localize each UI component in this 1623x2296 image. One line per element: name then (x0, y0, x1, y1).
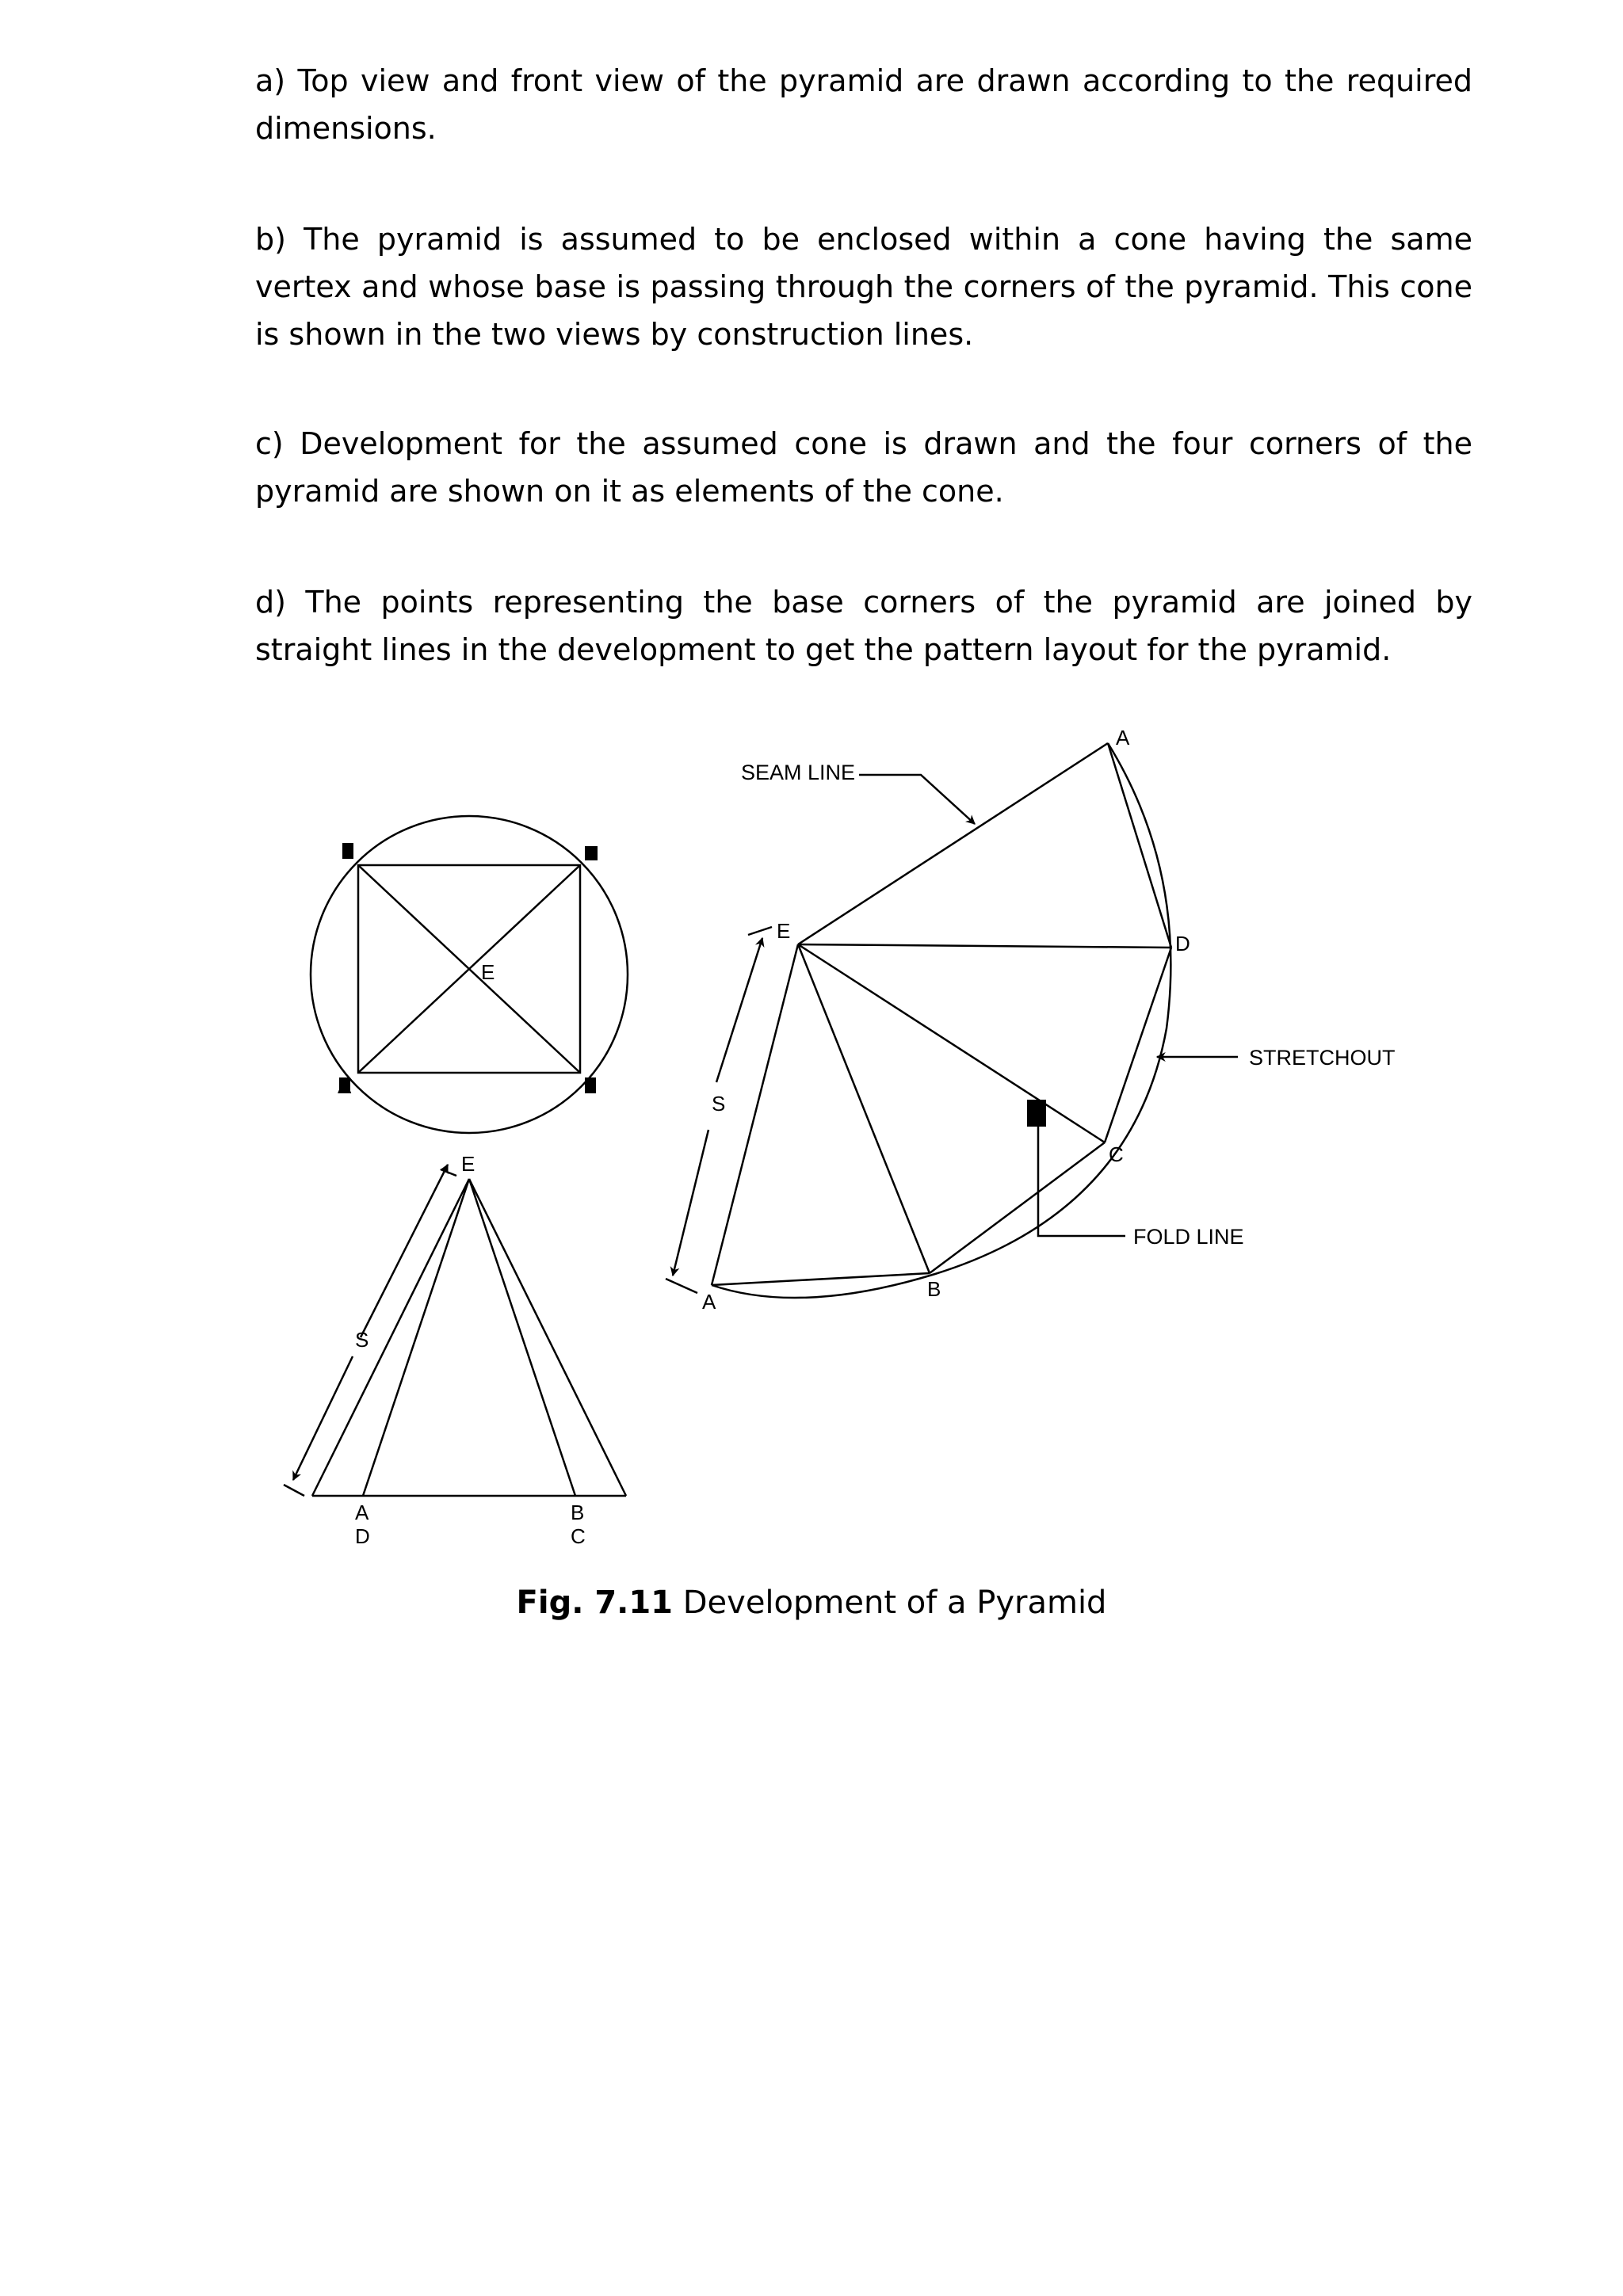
development-label-a-bottom: A (702, 1290, 716, 1314)
front-view-label-a: A (355, 1501, 369, 1524)
development-line-eb (798, 944, 930, 1273)
development-tick-bottom (666, 1279, 697, 1293)
development-label-s: S (712, 1092, 726, 1116)
seam-line-label: SEAM LINE (741, 761, 856, 784)
top-view-corner-marker-tl (342, 843, 353, 859)
development-line-ed (798, 944, 1171, 948)
development-view (666, 743, 1238, 1298)
top-view (311, 816, 628, 1133)
top-view-label-e: E (481, 960, 495, 984)
fold-line-leader (1038, 1125, 1125, 1236)
paragraph-d: d) The points representing the base corners of the pyramid are joined by straight lines in the development to get the pattern layout for the pyramid. (255, 585, 1472, 667)
top-view-label-b: B (583, 1074, 598, 1098)
front-view-label-b: B (571, 1501, 585, 1524)
development-slant-dimension-lower (673, 1130, 708, 1276)
development-chord-dc (1105, 948, 1171, 1142)
top-view-corner-marker-tr (585, 846, 598, 860)
front-view-label-c: C (571, 1524, 586, 1548)
figure-caption (0, 1581, 1623, 1625)
front-view (284, 1165, 626, 1496)
seam-line-leader (859, 775, 975, 824)
development-chord-cb (930, 1142, 1105, 1273)
development-label-d: D (1175, 932, 1190, 955)
development-label-c: C (1109, 1142, 1124, 1166)
development-tick-top (748, 927, 772, 935)
figure-caption-label: Fig. 7.11 (516, 1585, 674, 1621)
front-view-label-d: D (355, 1524, 370, 1548)
top-view-label-a: A (338, 1074, 352, 1098)
front-view-tick-bottom (284, 1485, 304, 1496)
development-slant-dimension-upper (716, 938, 762, 1082)
fold-line-label: FOLD LINE (1133, 1225, 1244, 1249)
development-label-a-top: A (1116, 726, 1130, 749)
front-view-slant-dimension-lower (293, 1356, 353, 1480)
development-label-e: E (777, 919, 791, 943)
front-view-label-s: S (355, 1328, 369, 1352)
figure-caption-text: Development of a Pyramid (682, 1585, 1107, 1621)
development-line-ec (798, 944, 1105, 1142)
development-stretchout-arc (712, 743, 1170, 1298)
pyramid-development-figure (0, 697, 1623, 1648)
fold-line-marker (1027, 1100, 1046, 1127)
paragraph-a: a) Top view and front view of the pyramid are drawn according to the required dimensions. (255, 63, 1472, 146)
front-view-cone-edge-right (469, 1179, 626, 1496)
front-view-pyramid-edge-right (469, 1179, 575, 1496)
paragraph-b: b) The pyramid is assumed to be enclosed within a cone having the same vertex and whose base is passing through the corners of the pyramid. This cone is shown in the two views by construction lines. (255, 222, 1472, 352)
development-label-b: B (927, 1277, 941, 1301)
development-chord-ad (1108, 743, 1171, 948)
paragraph-c: c) Development for the assumed cone is drawn and the four corners of the pyramid are shown on it as elements of the cone. (255, 426, 1472, 509)
front-view-label-e: E (461, 1152, 475, 1176)
stretchout-label: STRETCHOUT (1249, 1046, 1396, 1070)
front-view-cone-edge-left (312, 1179, 469, 1496)
development-chord-ba (712, 1273, 930, 1285)
